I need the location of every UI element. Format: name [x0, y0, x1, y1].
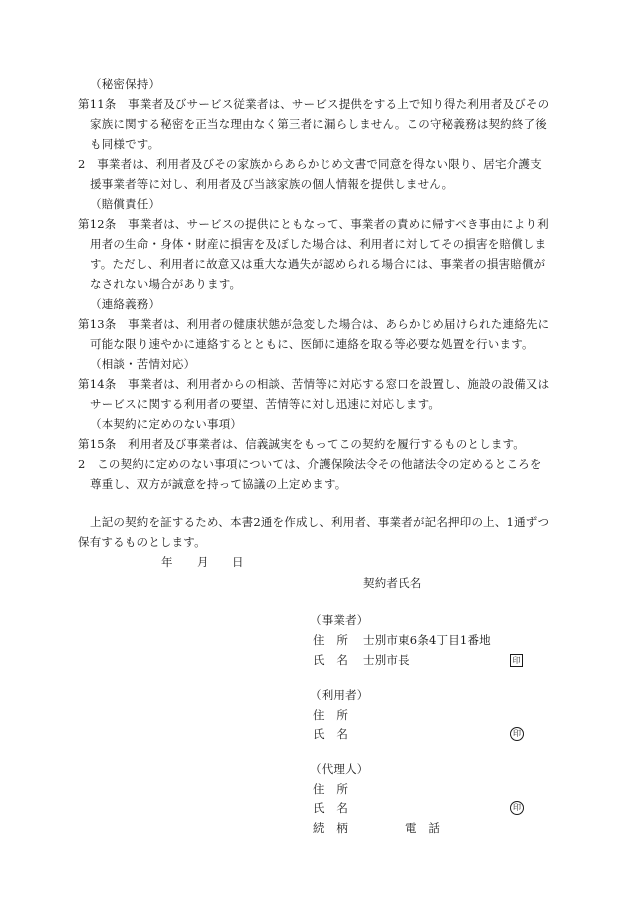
article-14-line-2: サービスに関する利用者の要望、苦情等に対し迅速に対応します。 — [90, 397, 441, 411]
date-year: 年 — [161, 555, 173, 569]
provider-name: 士別市長 — [363, 653, 410, 667]
user-seal-mark: 印 — [510, 727, 524, 741]
article-11-line-2: 家族に関する秘密を正当な理由なく第三者に漏らしません。この守秘義務は契約終了後 — [90, 117, 547, 131]
signature-title: 契約者氏名 — [363, 576, 422, 590]
article-13-line-2: 可能な限り速やかに連絡するとともに、医師に連絡を取る等必要な処置を行います。 — [90, 337, 534, 351]
date-month: 月 — [197, 555, 209, 569]
closing-line-1: 上記の契約を証するため、本書2通を作成し、利用者、事業者が記名押印の上、1通ずつ — [90, 515, 550, 529]
article-12-line-4: なされない場合があります。 — [90, 277, 242, 291]
article-14-line-1: 第14条 事業者は、利用者からの相談、苦情等に対応する窓口を設置し、施設の設備又は — [78, 377, 550, 391]
provider-name-label: 氏 名 — [313, 653, 349, 667]
provider-address-label: 住 所 — [313, 633, 349, 647]
agent-relation-label: 続 柄 — [313, 821, 349, 835]
article-12-line-3: す。ただし、利用者に故意又は重大な過失が認められる場合には、事業者の損害賠償が — [90, 257, 546, 271]
provider-address: 士別市東6条4丁目1番地 — [363, 633, 491, 647]
heading-undefined-matters: （本契約に定めのない事項） — [90, 417, 243, 431]
date-day: 日 — [232, 555, 244, 569]
agent-name-label: 氏 名 — [313, 801, 349, 815]
article-13-line-1: 第13条 事業者は、利用者の健康状態が急変した場合は、あらかじめ届けられた連絡先に — [78, 317, 550, 331]
agent-address-label: 住 所 — [313, 782, 349, 796]
user-name-label: 氏 名 — [313, 727, 349, 741]
article-15-para-2-line-2: 尊重し、双方が誠意を持って協議の上定めます。 — [90, 477, 347, 491]
heading-consultation: （相談・苦情対応） — [90, 357, 196, 371]
article-12-line-1: 第12条 事業者は、サービスの提供にともなって、事業者の責めに帰すべき事由により利 — [78, 217, 549, 231]
user-label: （利用者） — [310, 688, 369, 702]
article-11-para-2-line-1: 2 事業者は、利用者及びその家族からあらかじめ文書で同意を得ない限り、居宅介護支 — [78, 157, 542, 171]
agent-phone-label: 電 話 — [405, 821, 441, 835]
closing-line-2: 保有するものとします。 — [78, 535, 206, 549]
article-11-line-1: 第11条 事業者及びサービス従業者は、サービス提供をする上で知り得た利用者及びその — [78, 97, 550, 111]
provider-label: （事業者） — [310, 613, 369, 627]
heading-confidentiality: （秘密保持） — [90, 77, 161, 91]
agent-label: （代理人） — [310, 762, 369, 776]
user-address-label: 住 所 — [313, 708, 349, 722]
article-11-para-2-line-2: 援事業者等に対し、利用者及び当該家族の個人情報を提供しません。 — [90, 177, 454, 191]
article-11-line-3: も同様です。 — [90, 137, 160, 151]
heading-notification: （連絡義務） — [90, 297, 161, 311]
heading-liability: （賠償責任） — [90, 197, 161, 211]
article-15-para-2-line-1: 2 この契約に定めのない事項については、介護保険法令その他諸法令の定めるところを — [78, 457, 542, 471]
article-15-line-1: 第15条 利用者及び事業者は、信義誠実をもってこの契約を履行するものとします。 — [78, 437, 526, 451]
agent-seal-mark: 印 — [510, 801, 524, 815]
provider-seal-mark: 印 — [510, 654, 523, 667]
article-12-line-2: 用者の生命・身体・財産に損害を及ぼした場合は、利用者に対してその損害を賠償しま — [90, 237, 547, 251]
